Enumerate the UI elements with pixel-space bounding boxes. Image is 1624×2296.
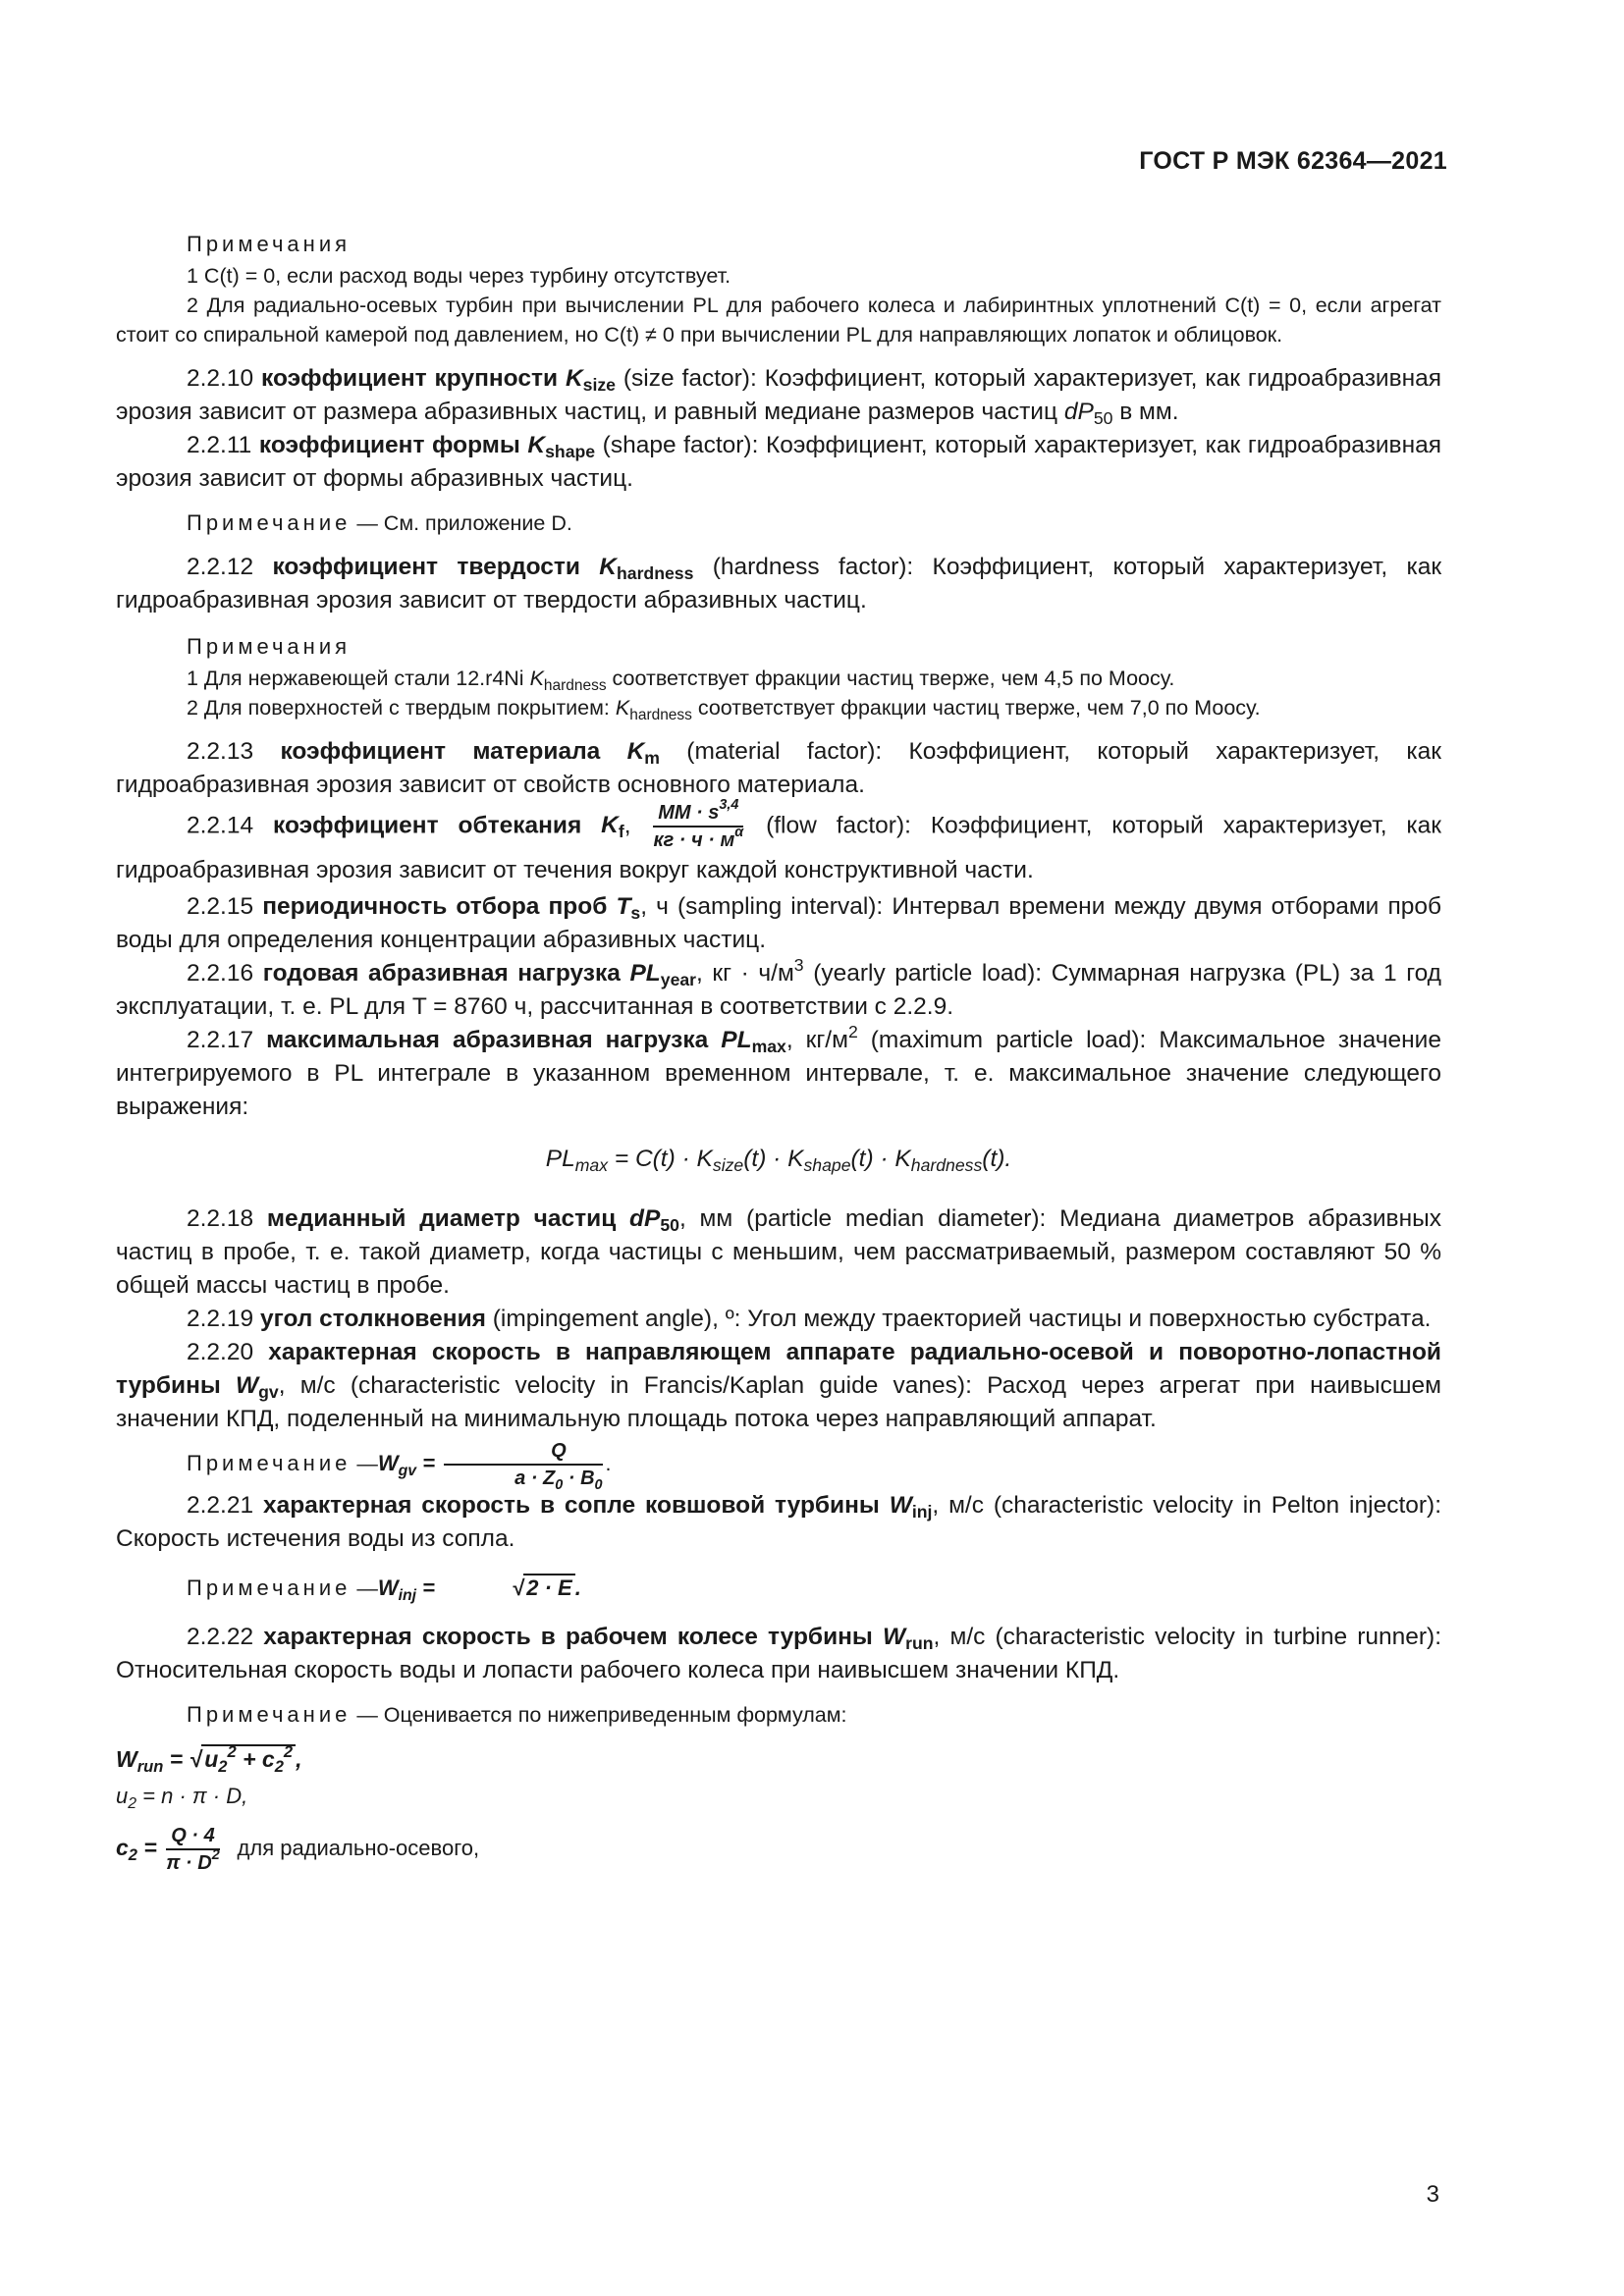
clause-number: 2.2.19: [187, 1306, 254, 1332]
fraction-numerator-sup: 3,4: [719, 797, 739, 813]
note-line: [116, 1569, 1441, 1608]
definition-2-2-12: [116, 551, 1441, 617]
term-symbol-sub: gv: [258, 1382, 279, 1402]
formula-c2: [116, 1816, 1441, 1880]
term-symbol: PL: [721, 1027, 752, 1053]
term: годовая абразивная нагрузка: [262, 960, 621, 987]
unit: , м/с: [278, 1372, 336, 1399]
formula-sub: 2: [218, 1757, 228, 1777]
formula-lhs-sub: 2: [128, 1845, 137, 1865]
square-root: √ $u_2^2 + c_2^2$: [189, 1737, 297, 1781]
fraction-sub: 0: [594, 1477, 603, 1494]
notes-block: [116, 228, 1441, 349]
formula-u2: [116, 1781, 1441, 1812]
formula-caption: для радиально-осевого,: [237, 1836, 480, 1861]
term: характерная скорость в направляющем аппарате радиально-осевой и поворотно-лопастной турбины: [116, 1339, 1441, 1399]
english-term: (characteristic velocity in turbine runner):: [995, 1624, 1441, 1651]
term-symbol: K: [626, 738, 645, 765]
symbol-sub: hardness: [543, 677, 607, 694]
term-symbol: K: [565, 365, 583, 392]
formula-end: .: [605, 1452, 612, 1475]
definition-2-2-14: 2.2.14 коэффициент обтекания $K_f$, $\frac{MM \cdot s^{3,4}}{кг \cdot ч \cdot м^\alpha}$ (flow factor): Коэффициент, который характеризует, как гидроабразивная эрозия зависит от течения вокруг каждой конструктивной части.: [116, 797, 1442, 883]
formula-part: (t).: [982, 1146, 1012, 1172]
formula-lhs-sub: run: [136, 1757, 164, 1777]
definition-2-2-16: [116, 957, 1441, 1024]
formula-pl-max: [116, 1143, 1441, 1176]
term-symbol-sub: hardness: [617, 563, 694, 583]
term-symbol: W: [236, 1372, 259, 1399]
formula-eq: =: [137, 1835, 164, 1861]
formula-winj: [377, 1575, 581, 1605]
term: коэффициент крупности: [261, 365, 559, 392]
symbol: dP: [1063, 399, 1094, 425]
fraction-numerator: MM · s: [658, 802, 720, 824]
term: коэффициент материала: [280, 738, 601, 765]
fraction-numerator: Q: [444, 1440, 602, 1466]
english-term: (impingement angle), º:: [492, 1306, 741, 1332]
definition-2-2-22: [116, 1621, 1441, 1687]
clause-number: 2.2.16: [187, 960, 254, 987]
radicand: 2 · E: [523, 1574, 574, 1600]
formula-sub: 2: [274, 1757, 284, 1777]
definition-text: Расход через агрегат при наивысшем значении КПД, поделенный на минимальную площадь потока через направляющий аппарат.: [116, 1372, 1442, 1432]
formula-eq: =: [163, 1746, 189, 1773]
fraction-denominator: π · D: [166, 1851, 212, 1874]
term-symbol: K: [527, 432, 546, 458]
unit: , м/с: [933, 1624, 986, 1651]
term-symbol-sub: max: [751, 1037, 786, 1056]
notes-heading: Примечания: [187, 634, 352, 659]
english-term: (maximum particle load):: [870, 1027, 1147, 1053]
unit-sup: 3: [793, 955, 804, 975]
note-item: 2 Для радиально-осевых турбин при вычислении PL для рабочего колеса и лабиринтных уплотнений C(t) = 0, если агрегат стоит со спиральной камерой под давлением, но C(t) ≠ 0 при вычислении PL для направляющих лопаток и облицовок.: [116, 294, 1441, 347]
note-text: 1 Для нержавеющей стали 12.r4Ni: [187, 667, 524, 690]
fraction-denominator: a · Z: [514, 1468, 556, 1490]
definition-2-2-10: [116, 362, 1441, 429]
term-symbol: K: [599, 554, 617, 580]
definition-2-2-21: [116, 1489, 1441, 1556]
clause-number: 2.2.18: [187, 1205, 254, 1232]
english-term: (shape factor):: [602, 432, 759, 458]
fraction-denominator-sup: α: [734, 825, 744, 840]
term: максимальная абразивная нагрузка: [266, 1027, 709, 1053]
note-text: — См. приложение D.: [356, 511, 572, 535]
term-symbol-sub: inj: [911, 1502, 933, 1522]
term-symbol: W: [889, 1492, 912, 1520]
definition-2-2-19: [116, 1303, 1441, 1336]
term: коэффициент обтекания: [273, 812, 582, 839]
formula-part: = n · π · D,: [136, 1784, 248, 1809]
symbol: K: [529, 667, 544, 690]
definition-text: Относительная скорость воды и лопасти рабочего колеса при наивысшем значении КПД.: [116, 1657, 1120, 1684]
formula-part: (t) · K: [850, 1146, 911, 1172]
formula-lhs-sub: max: [574, 1155, 609, 1175]
formula-eq: =: [416, 1451, 442, 1475]
fraction-sup: 2: [211, 1846, 220, 1863]
term: коэффициент твердости: [272, 554, 580, 580]
definition-text: Интервал времени между двумя отборами проб воды для определения концентрации абразивных частиц.: [116, 893, 1442, 953]
unit: , м/с: [932, 1492, 984, 1520]
definition-text: Коэффициент, который характеризует, как гидроабразивная эрозия зависит от твердости абразивных частиц.: [116, 554, 1442, 614]
symbol: K: [615, 696, 630, 720]
english-term: (yearly particle load):: [813, 960, 1043, 987]
formula-part: (t) · K: [743, 1146, 804, 1172]
formula-sub: hardness: [910, 1155, 983, 1175]
unit: , кг/м: [785, 1027, 848, 1053]
note-item: 1 C(t) = 0, если расход воды через турбину отсутствует.: [187, 264, 731, 288]
note-dash: —: [356, 1576, 378, 1601]
formula-op: +: [236, 1746, 262, 1773]
fraction-denominator: кг · ч · м: [653, 829, 735, 851]
note-line: [116, 508, 1441, 538]
definition-text: Коэффициент, который характеризует, как гидроабразивная эрозия зависит от размера абразивных частиц, и равный медиане размеров частиц: [116, 365, 1442, 425]
formula-end: ,: [296, 1746, 302, 1773]
english-term: (characteristic velocity in Pelton injector):: [993, 1492, 1442, 1520]
formula-wgv: [377, 1451, 442, 1479]
fraction-denominator: · B: [563, 1468, 595, 1490]
definition-text: Максимальное значение интегрируемого в PL интеграле в указанном временном интервале, т. е. максимальное значение следующего выражения:: [116, 1027, 1441, 1120]
definition-text: Угол между траекторией частицы и поверхностью субстрата.: [747, 1306, 1432, 1332]
square-root: √ 2 · E: [441, 1569, 575, 1608]
fraction-sub: 0: [555, 1477, 564, 1494]
unit-fraction: [653, 797, 744, 851]
definition-2-2-11: [116, 429, 1441, 496]
notes-block: [116, 630, 1441, 722]
note-line: [116, 1438, 1441, 1494]
formula-sup: 2: [283, 1742, 294, 1762]
note-text: соответствует фракции частиц тверже, чем 7,0 по Моосу.: [697, 696, 1261, 720]
clause-number: 2.2.10: [187, 365, 254, 392]
clause-number: 2.2.12: [187, 554, 254, 580]
definition-2-2-13: [116, 735, 1441, 802]
unit: , ч: [640, 893, 669, 920]
fraction-numerator: Q · 4: [166, 1825, 219, 1850]
english-term: (hardness factor):: [712, 554, 914, 580]
clause-number: 2.2.17: [187, 1027, 254, 1053]
formula-lhs-sub: inj: [398, 1587, 417, 1605]
note-heading: Примечание: [187, 1702, 352, 1728]
note-text: соответствует фракции частиц тверже, чем 4,5 по Моосу.: [612, 667, 1175, 690]
term-symbol: T: [616, 893, 631, 920]
note-text: 2 Для поверхностей с твердым покрытием:: [187, 696, 610, 720]
formula-sub: 2: [128, 1795, 137, 1813]
note-heading: Примечание: [187, 510, 352, 535]
notes-heading: Примечания: [187, 232, 352, 256]
document-header: ГОСТ Р МЭК 62364—2021: [1139, 147, 1447, 175]
term: угол столкновения: [259, 1306, 486, 1332]
formula-lhs: W: [377, 1451, 399, 1475]
formula-fraction: [444, 1440, 603, 1494]
term-symbol-sub: 50: [660, 1215, 679, 1235]
clause-number: 2.2.11: [187, 432, 252, 458]
term-symbol: W: [883, 1624, 906, 1651]
english-term: (particle median diameter):: [746, 1205, 1047, 1232]
definition-2-2-18: [116, 1202, 1441, 1303]
term: медианный диаметр частиц: [266, 1205, 617, 1232]
definition-text: Медиана диаметров абразивных частиц в пробе, т. е. такой диаметр, когда частицы с меньшим, чем рассматриваемый, размером составляют 50 % общей массы частиц в пробе.: [116, 1205, 1441, 1299]
formula-fraction: [166, 1825, 219, 1874]
clause-number: 2.2.15: [187, 893, 254, 920]
note-item: [116, 693, 1441, 722]
definition-2-2-20: [116, 1336, 1441, 1436]
term-symbol-sub: s: [630, 903, 641, 923]
formula-lhs: PL: [545, 1146, 575, 1172]
formula-var: u: [204, 1746, 219, 1773]
unit: , мм: [678, 1205, 733, 1232]
formula-var: c: [261, 1746, 275, 1773]
definition-text: Коэффициент, который характеризует, как гидроабразивная эрозия зависит от течения вокруг каждой конструктивной части.: [116, 812, 1442, 883]
english-term: (flow factor):: [766, 812, 911, 839]
formula-var: u: [116, 1784, 129, 1809]
note-line: [116, 1700, 1441, 1730]
term-symbol: PL: [629, 960, 661, 987]
clause-number: 2.2.22: [187, 1624, 254, 1651]
formula-wrun: [116, 1737, 1441, 1781]
definition-text: Коэффициент, который характеризует, как гидроабразивная эрозия зависит от формы абразивных частиц.: [116, 432, 1441, 492]
term-symbol-sub: shape: [545, 442, 596, 461]
definition-text: Коэффициент, который характеризует, как гидроабразивная эрозия зависит от свойств основного материала.: [116, 738, 1441, 798]
english-term: (size factor):: [623, 365, 757, 392]
term: периодичность отбора проб: [262, 893, 608, 920]
term-symbol-sub: m: [644, 748, 660, 768]
formula-lhs: W: [377, 1575, 399, 1601]
unit-sup: 2: [847, 1022, 858, 1041]
term-symbol-sub: f: [618, 822, 624, 842]
note-text: — Оценивается по нижеприведенным формулам:: [356, 1703, 847, 1728]
formula-sub: shape: [803, 1155, 851, 1175]
formula-eq: =: [416, 1575, 442, 1601]
definition-text: Суммарная нагрузка (PL) за 1 год эксплуатации, т. е. PL для T = 8760 ч, рассчитанная в соответствии с 2.2.9.: [116, 960, 1441, 1020]
term-symbol: K: [601, 812, 619, 839]
formula-sup: 2: [227, 1742, 237, 1762]
symbol-sub: 50: [1093, 408, 1113, 428]
symbol-sub: hardness: [629, 707, 692, 723]
english-term: (sampling interval):: [677, 893, 884, 920]
formula-sub: size: [712, 1155, 744, 1175]
note-item: [116, 664, 1441, 693]
formula-end: .: [574, 1575, 581, 1601]
formula-lhs-sub: gv: [398, 1463, 417, 1479]
term-symbol-sub: run: [905, 1633, 934, 1654]
formula-lhs: c: [116, 1835, 129, 1861]
definition-text: в мм.: [1119, 399, 1179, 425]
note-dash: —: [356, 1452, 378, 1475]
document-body: [116, 228, 1441, 1880]
clause-number: 2.2.21: [187, 1492, 254, 1520]
formula-part: = C(t) · K: [608, 1146, 713, 1172]
page-number: 3: [1426, 2181, 1439, 2208]
note-heading: Примечание: [187, 1575, 352, 1601]
note-heading: Примечание: [187, 1451, 352, 1475]
term: коэффициент формы: [258, 432, 520, 458]
definition-2-2-15: [116, 890, 1441, 957]
clause-number: 2.2.14: [187, 812, 254, 839]
english-term: (characteristic velocity in Francis/Kaplan guide vanes):: [350, 1372, 972, 1399]
term-symbol-sub: year: [660, 970, 697, 989]
term: характерная скорость в рабочем колесе турбины: [263, 1624, 873, 1651]
definition-text: Скорость истечения воды из сопла.: [116, 1525, 515, 1553]
clause-number: 2.2.13: [187, 738, 254, 765]
definition-2-2-17: [116, 1024, 1441, 1124]
formula-lhs: W: [116, 1746, 137, 1773]
term-symbol: dP: [629, 1205, 661, 1232]
clause-number: 2.2.20: [187, 1339, 254, 1365]
term-symbol-sub: size: [582, 375, 616, 395]
english-term: (material factor):: [686, 738, 883, 765]
term: характерная скорость в сопле ковшовой турбины: [263, 1492, 880, 1520]
unit: , кг · ч/м: [696, 960, 794, 987]
